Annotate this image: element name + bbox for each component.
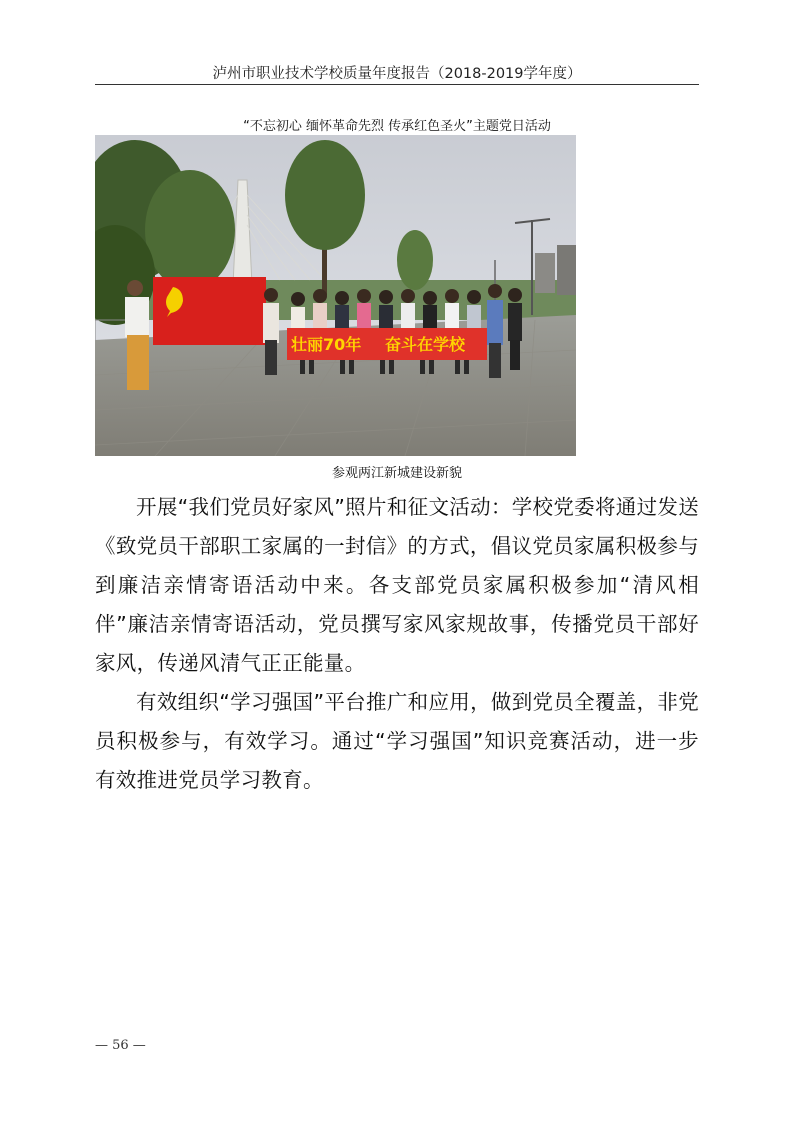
paragraph: 有效组织“学习强国”平台推广和应用，做到党员全覆盖，非党员积极参与，有效学习。通过“学习强国”知识竞赛活动，进一步有效推进党员学习教育。 bbox=[95, 690, 699, 792]
paragraph: 开展“我们党员好家风”照片和征文活动：学校党委将通过发送《致党员干部职工家属的一封信》的方式，倡议党员家属积极参与到廉洁亲情寄语活动中来。各支部党员家属积极参加“清风相伴”廉洁亲情寄语活动，党员撰写家风家规故事，传播党员干部好家风，传递风清气正正能量。 bbox=[95, 495, 699, 675]
body-text bbox=[95, 488, 699, 800]
header-rule bbox=[95, 84, 699, 85]
page-number: — 56 — bbox=[95, 1038, 146, 1053]
banner-text-left: 壮丽70年 bbox=[291, 335, 362, 354]
event-photo bbox=[95, 135, 576, 456]
photo-caption-top: “不忘初心 缅怀革命先烈 传承红色圣火”主题党日活动 bbox=[243, 119, 551, 134]
banner-text-right: 奋斗在学校 bbox=[385, 335, 466, 354]
running-header: 泸州市职业技术学校质量年度报告（2018-2019学年度） bbox=[212, 66, 582, 82]
photo-caption-bottom: 参观两江新城建设新貌 bbox=[331, 466, 462, 481]
